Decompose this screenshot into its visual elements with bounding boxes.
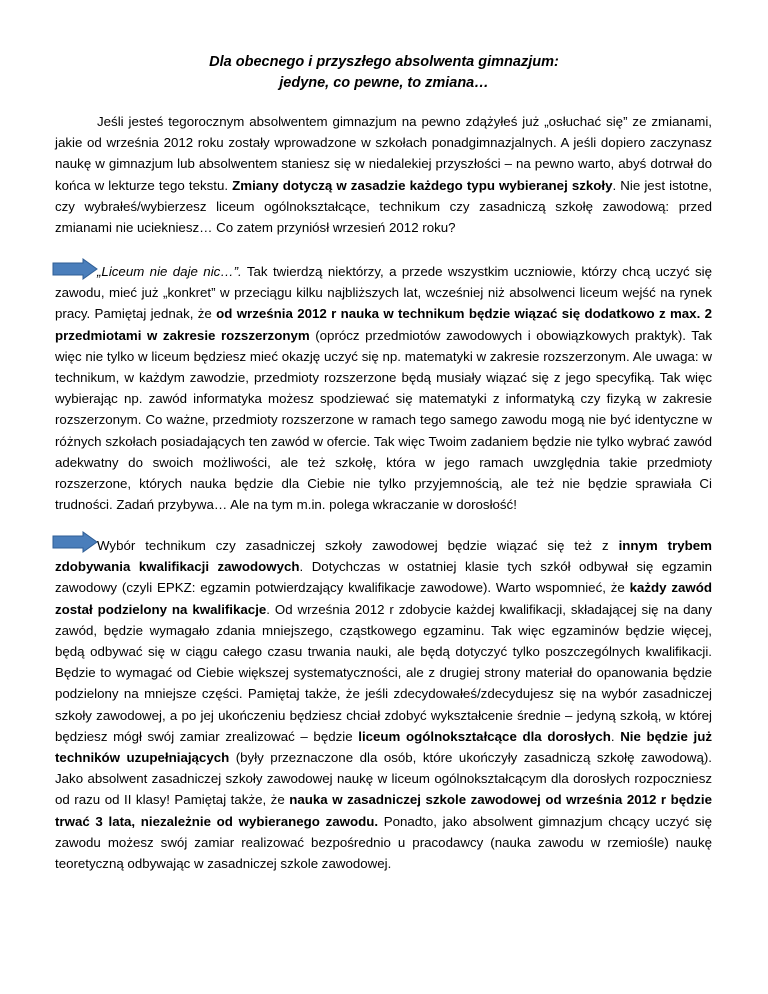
p2-text-a: Tak twierdzą niektórzy, a przede wszystkim uczniowie, którzy chcą uczyć się zawodu, mieć już „konkret” w przeciągu kilku najbliższych lat, wcześniej niż absolwenci liceum wejść na rynek pracy. Pamiętaj jednak, że bbox=[55, 264, 712, 322]
paragraph-3 bbox=[55, 535, 712, 874]
p1-text-c: . Nie jest istotne, czy wybrałeś/wybierzesz liceum ogólnokształcące, technikum czy zasadniczą szkołę zawodową: przed zmianami nie uciekniesz… Co zatem przyniósł wrzesień 2012 roku? bbox=[55, 177, 712, 236]
title-line-2: jedyne, co pewne, to zmiana… bbox=[279, 75, 489, 91]
p3-text-g: . bbox=[610, 728, 621, 744]
title-line-1: Dla obecnego i przyszłego absolwenta gimnazjum: bbox=[209, 54, 559, 70]
p3-text-i: (były przeznaczone dla osób, które ukończyły zasadniczą szkołę zawodową). Jako absolwent zasadniczej szkoły zawodowej naukę w liceum ogólnokształcącym dla dorosłych rozpoczniesz od razu od II klasy! Pamiętaj także, że bbox=[55, 750, 712, 808]
document-title bbox=[0, 52, 768, 94]
p3-text-c: . Dotychczas w ostatniej klasie tych szkół odbywał się egzamin zawodowy (czyli EPKZ: egzamin potwierdzający kwalifikacje zawodowe). Warto wspomnieć, że bbox=[55, 559, 713, 596]
paragraph-2 bbox=[55, 261, 712, 515]
p2-quote: „Liceum nie daje nic…”. bbox=[97, 264, 242, 279]
paragraph-1 bbox=[55, 111, 712, 238]
p2-text-c: (oprócz przedmiotów zawodowych i obowiązkowych praktyk). Tak więc nie tylko w liceum będziesz mieć okazję uczyć się np. matematyki w zakresie rozszerzonym. Ale uwaga: w technikum, w każdym zawodzie, przedmioty rozszerzone będą musiały wiązać się z jego specyfiką. Tak więc wybierając np. zawód informatyka możesz spodziewać się matematyki z informatyką czy fizyką w zakresie rozszerzonym. Co ważne, przedmioty rozszerzone w ramach tego samego zawodu mogą nie być identyczne w różnych szkołach posiadających ten zawód w ofercie. Tak więc Twoim zadaniem będzie nie tylko wybrać zawód adekwatny do swoich możliwości, ale też szkołę, która w jego ramach uwzględnia takie przedmioty rozszerzone, których nauka będzie dla Ciebie nie tylko przyjemnością, ale też nie będzie sprawiała Ci trudności. Zadań przybywa… Ale na tym m.in. polega wkraczanie w dorosłość! bbox=[55, 327, 712, 513]
p3-bold-every-profession: każdy zawód został podzielony na kwalifikacje bbox=[55, 580, 712, 617]
p3-bold-adult-liceum: liceum ogólnokształcące dla dorosłych bbox=[358, 728, 611, 744]
p3-text-e: . Od września 2012 r zdobycie każdej kwalifikacji, składającej się na dany zawód, będzie wymagało zdania mniejszego, cząstkowego egzaminu. Tak więc egzaminów będzie więcej, będą odbywać się w ciągu całego czasu trwania nauki, ale będą dotyczyć tylko poszczególnych kwalifikacji. Będzie to wymagać od Ciebie większej systematyczności, ale z drugiej strony materiał do opanowania będzie podzielony na mniejsze części. Pamiętaj także, że jeśli zdecydowałeś/zdecydujesz się na wybór zasadniczej szkoły zawodowej, a po jej ukończeniu będziesz chciał zdobyć wykształcenie średnie – jedyną szkołą, w której będziesz mógł swój zamiar zrealizować – będzie bbox=[55, 601, 712, 744]
p3-bold-qualifications-mode: innym trybem zdobywania kwalifikacji zawodowych bbox=[55, 538, 712, 575]
p3-bold-no-supplementary: Nie będzie już techników uzupełniających bbox=[55, 728, 712, 766]
p1-bold-changes: Zmiany dotyczą w zasadzie każdego typu wybieranej szkoły bbox=[232, 177, 613, 193]
p3-text-a: Wybór technikum czy zasadniczej szkoły zawodowej będzie wiązać się też z bbox=[97, 538, 619, 553]
p2-bold-technikum: od września 2012 r nauka w technikum będzie wiązać się dodatkowo z max. 2 przedmiotami w zakresie rozszerzonym bbox=[55, 306, 712, 343]
p3-bold-three-years: nauka w zasadniczej szkole zawodowej od września 2012 r będzie trwać 3 lata, niezależnie od wybieranego zawodu. bbox=[55, 792, 712, 829]
p3-text-k: Ponadto, jako absolwent gimnazjum chcący uczyć się zawodu możesz swój zamiar realizować bezpośrednio u pracodawcy (nauka zawodu w rzemiośle) naukę teoretyczną odbywając w zasadniczej szkole zawodowej. bbox=[55, 813, 712, 872]
p1-text-a: Jeśli jesteś tegorocznym absolwentem gimnazjum na pewno zdążyłeś już „osłuchać się” ze zmianami, jakie od września 2012 roku zostały wprowadzone w szkołach ponadgimnazjalnych. A jeśli dopiero zaczynasz naukę w gimnazjum lub absolwentem staniesz się w niedalekiej przyszłości – na pewno warto, abyś dotrwał do końca w lekturze tego tekstu. bbox=[55, 114, 712, 193]
